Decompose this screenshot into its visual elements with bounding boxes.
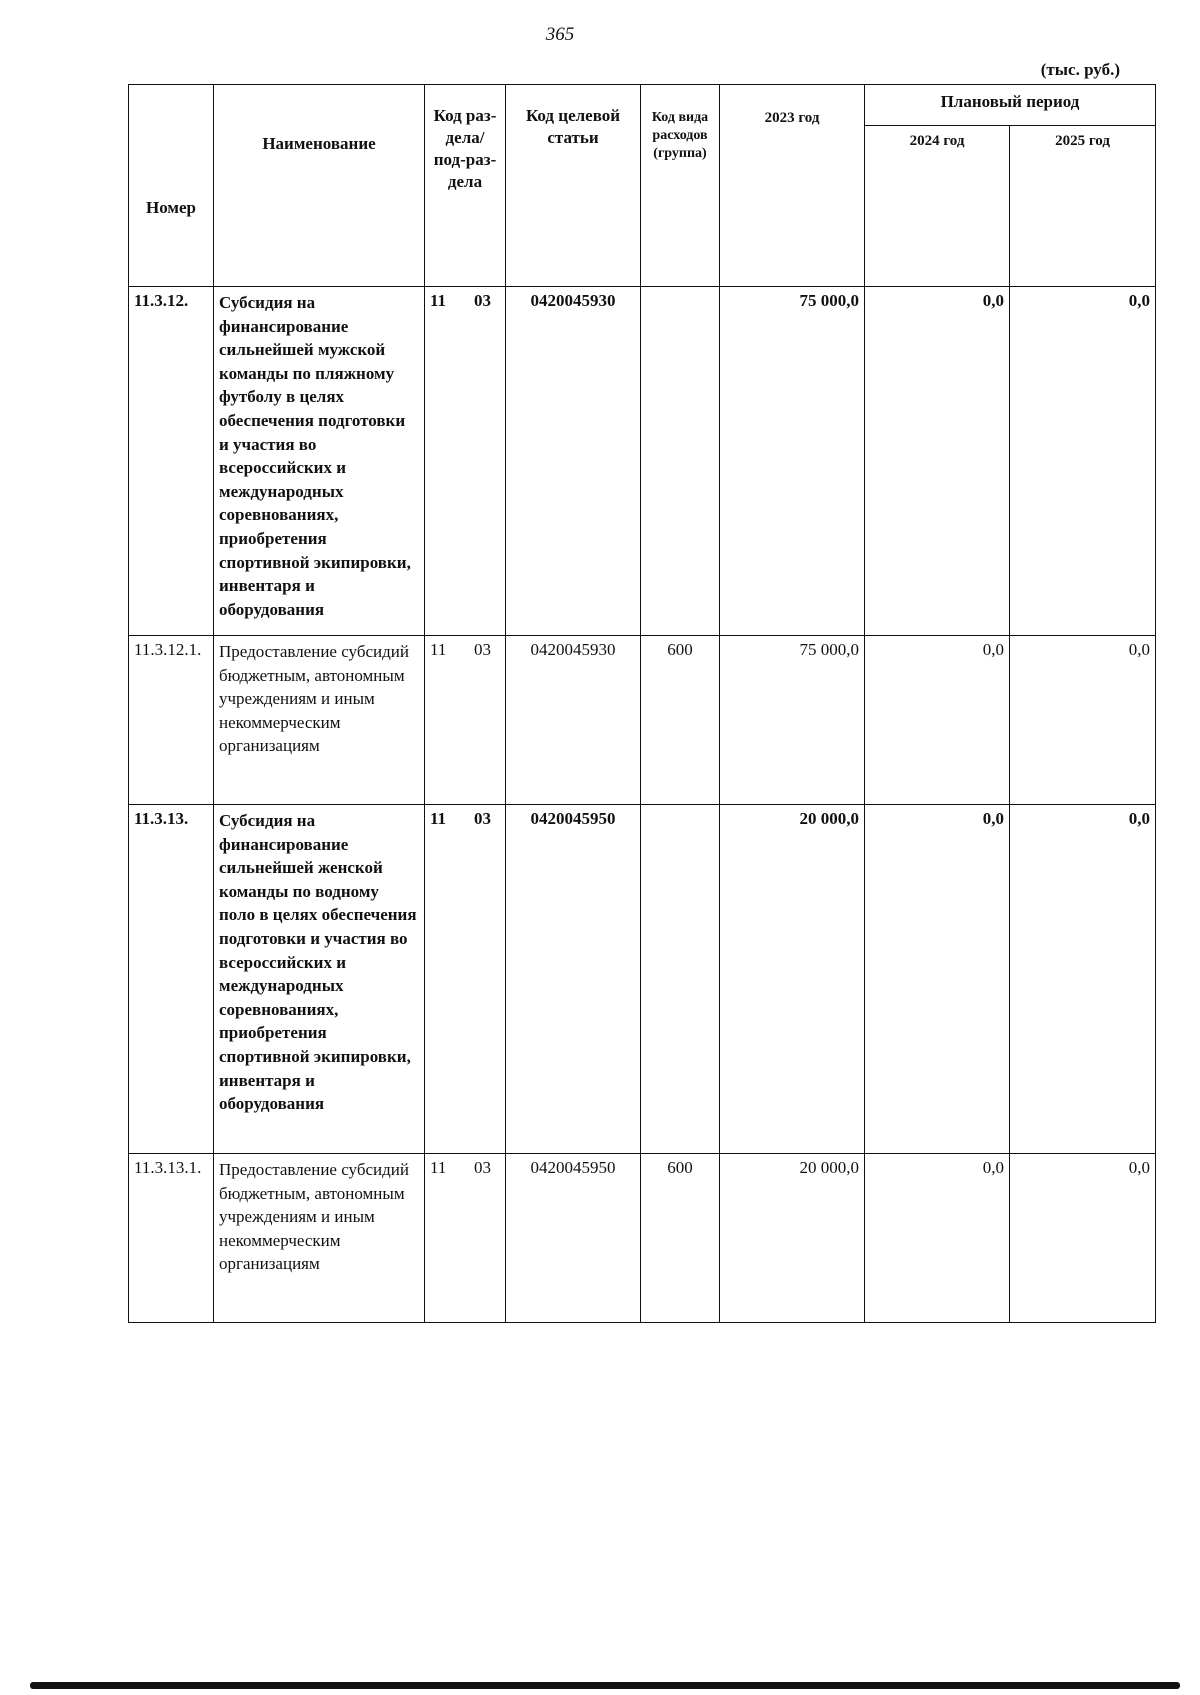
- row-subsection: 03: [474, 640, 491, 659]
- row-expense-group: [641, 287, 720, 636]
- row-name: Предоставление субсидий бюджетным, автономным учреждениям и иным некоммерческим организациям: [214, 1154, 425, 1323]
- row-2024: 0,0: [865, 287, 1010, 636]
- row-subsection: 03: [474, 1158, 491, 1177]
- row-2025: 0,0: [1010, 636, 1156, 805]
- row-expense-group: [641, 805, 720, 1154]
- header-name: Наименование: [214, 85, 425, 287]
- table-row: [129, 1154, 1156, 1323]
- table-row: [129, 636, 1156, 805]
- row-target-code: 0420045950: [506, 805, 641, 1154]
- header-section-code: [425, 85, 506, 287]
- row-2024: 0,0: [865, 1154, 1010, 1323]
- row-section-code: [425, 636, 506, 805]
- row-section: 11: [430, 640, 447, 659]
- row-name: Субсидия на финансирование сильнейшей женской команды по водному поло в целях обеспечения подготовки и участия во всероссийских и международных соревнованиях, приобретения спортивной экипировки, инвентаря и оборудования: [214, 805, 425, 1154]
- row-2025: 0,0: [1010, 1154, 1156, 1323]
- row-subsection: 03: [474, 291, 491, 310]
- row-2023: 20 000,0: [720, 1154, 865, 1323]
- header-2024: 2024 год: [865, 126, 1010, 287]
- page-number: 365: [545, 24, 575, 45]
- row-number: 11.3.12.1.: [129, 636, 214, 805]
- bottom-rule: [30, 1682, 1180, 1689]
- row-2023: 75 000,0: [720, 636, 865, 805]
- header-number: Номер: [129, 85, 214, 287]
- row-2024: 0,0: [865, 636, 1010, 805]
- row-section: 11: [430, 291, 447, 310]
- row-2025: 0,0: [1010, 805, 1156, 1154]
- row-2023: 20 000,0: [720, 805, 865, 1154]
- header-planned-period: Плановый период: [865, 85, 1156, 126]
- header-expense-type: Код вида расходов (группа): [641, 85, 720, 287]
- row-number: 11.3.13.1.: [129, 1154, 214, 1323]
- row-expense-group: 600: [641, 636, 720, 805]
- row-section-code: [425, 1154, 506, 1323]
- row-2024: 0,0: [865, 805, 1010, 1154]
- row-target-code: 0420045950: [506, 1154, 641, 1323]
- header-2023: 2023 год: [720, 85, 865, 287]
- row-number: 11.3.13.: [129, 805, 214, 1154]
- row-section: 11: [430, 809, 447, 828]
- row-2023: 75 000,0: [720, 287, 865, 636]
- row-section: 11: [430, 1158, 447, 1177]
- header-2025: 2025 год: [1010, 126, 1156, 287]
- table-row: [129, 805, 1156, 1154]
- table-row: [129, 287, 1156, 636]
- header-target-code: Код целевой статьи: [506, 85, 641, 287]
- row-number: 11.3.12.: [129, 287, 214, 636]
- row-name: Предоставление субсидий бюджетным, автономным учреждениям и иным некоммерческим организациям: [214, 636, 425, 805]
- row-name: Субсидия на финансирование сильнейшей мужской команды по пляжному футболу в целях обеспечения подготовки и участия во всероссийских и международных соревнованиях, приобретения спортивной экипировки, инвентаря и оборудования: [214, 287, 425, 636]
- row-2025: 0,0: [1010, 287, 1156, 636]
- header-section-code-text: Код раз-дела/ под-раз-дела: [433, 106, 497, 191]
- row-expense-group: 600: [641, 1154, 720, 1323]
- row-section-code: [425, 805, 506, 1154]
- row-target-code: 0420045930: [506, 636, 641, 805]
- row-section-code: [425, 287, 506, 636]
- row-subsection: 03: [474, 809, 491, 828]
- units-label: (тыс. руб.): [1040, 60, 1120, 79]
- budget-table: [128, 84, 1156, 1323]
- row-target-code: 0420045930: [506, 287, 641, 636]
